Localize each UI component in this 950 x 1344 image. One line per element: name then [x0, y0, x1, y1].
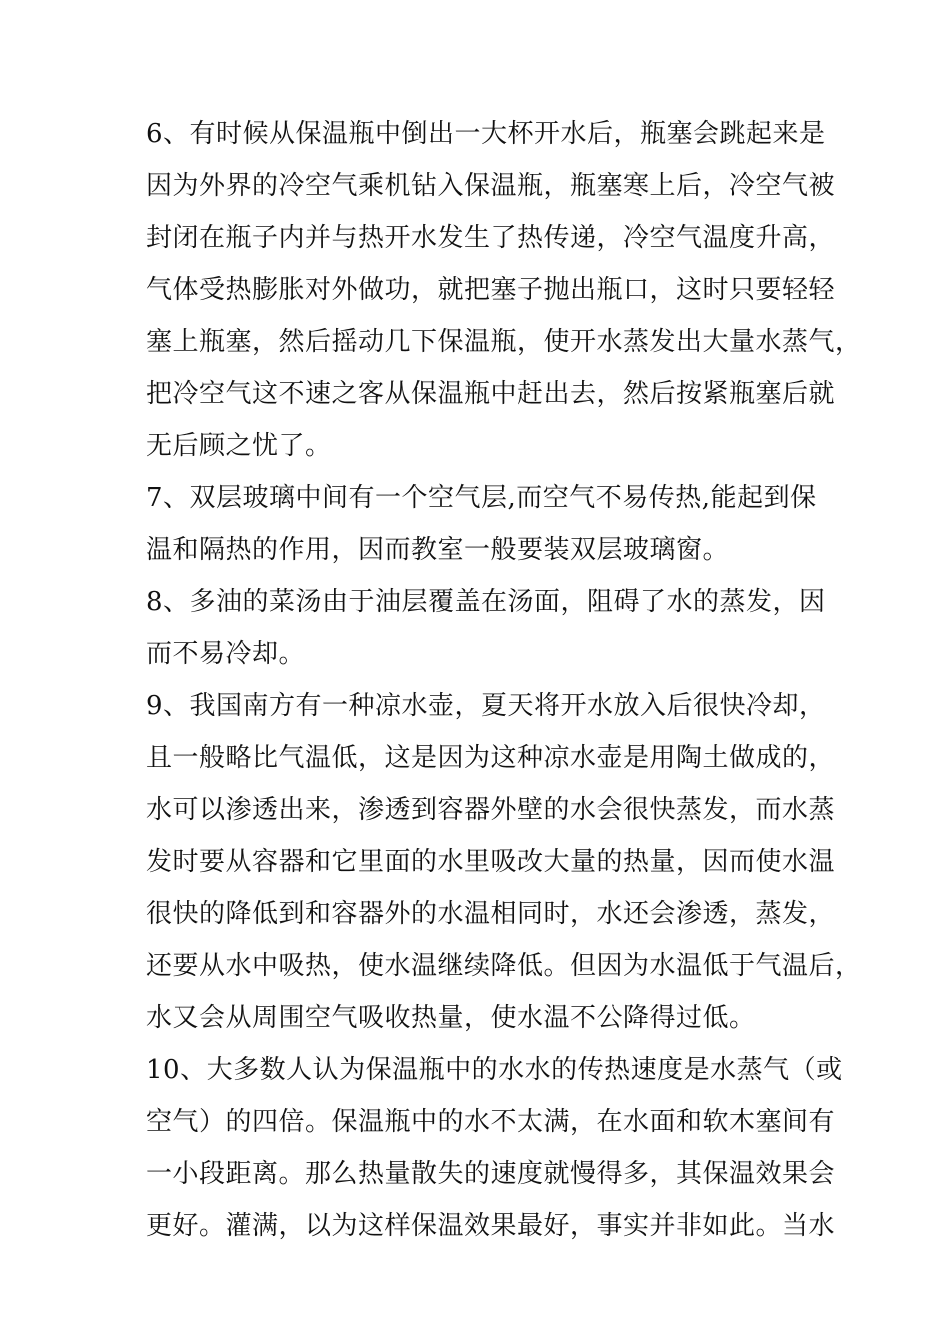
text-line: 还要从水中吸热，使水温继续降低。但因为水温低于气温后，: [146, 951, 862, 981]
text-line: 更好。灌满，以为这样保温效果最好，事实并非如此。当水: [146, 1211, 836, 1241]
text-line: 且一般略比气温低，这是因为这种凉水壶是用陶土做成的，: [146, 743, 836, 773]
text-line: 而不易冷却。: [146, 639, 306, 669]
text-line: 水又会从周围空气吸收热量，使水温不公降得过低。: [146, 1003, 756, 1033]
text-line: 气体受热膨胀对外做功，就把塞子抛出瓶口，这时只要轻轻: [146, 275, 836, 305]
text-line: 无后顾之忧了。: [146, 431, 332, 461]
text-line: 9、我国南方有一种凉水壶，夏天将开水放入后很快冷却，: [146, 691, 826, 721]
text-line: 塞上瓶塞，然后摇动几下保温瓶，使开水蒸发出大量水蒸气，: [146, 327, 862, 357]
text-line: 空气）的四倍。保温瓶中的水不太满，在水面和软木塞间有: [146, 1107, 836, 1137]
paragraph-8: [146, 576, 826, 680]
text-line: 7、双层玻璃中间有一个空气层,而空气不易传热,能起到保: [146, 483, 817, 513]
text-line: 10、大多数人认为保温瓶中的水水的传热速度是水蒸气（或: [146, 1055, 843, 1085]
text-line: 6、有时候从保温瓶中倒出一大杯开水后，瓶塞会跳起来是: [146, 119, 826, 149]
paragraph-7: [146, 472, 826, 576]
text-line: 8、多油的菜汤由于油层覆盖在汤面，阻碍了水的蒸发，因: [146, 587, 826, 617]
text-line: 一小段距离。那么热量散失的速度就慢得多，其保温效果会: [146, 1159, 836, 1189]
text-line: 因为外界的冷空气乘机钻入保温瓶，瓶塞寒上后，冷空气被: [146, 171, 836, 201]
paragraph-6: [146, 108, 862, 472]
text-line: 把冷空气这不速之客从保温瓶中赶出去，然后按紧瓶塞后就: [146, 379, 836, 409]
text-line: 很快的降低到和容器外的水温相同时，水还会渗透，蒸发，: [146, 899, 836, 929]
document-body: [146, 108, 862, 1252]
text-line: 温和隔热的作用，因而教室一般要装双层玻璃窗。: [146, 535, 730, 565]
paragraph-9: [146, 680, 862, 1044]
text-line: 封闭在瓶子内并与热开水发生了热传递，冷空气温度升高，: [146, 223, 836, 253]
paragraph-10: [146, 1044, 843, 1252]
text-line: 发时要从容器和它里面的水里吸改大量的热量，因而使水温: [146, 847, 836, 877]
text-line: 水可以渗透出来，渗透到容器外壁的水会很快蒸发，而水蒸: [146, 795, 836, 825]
